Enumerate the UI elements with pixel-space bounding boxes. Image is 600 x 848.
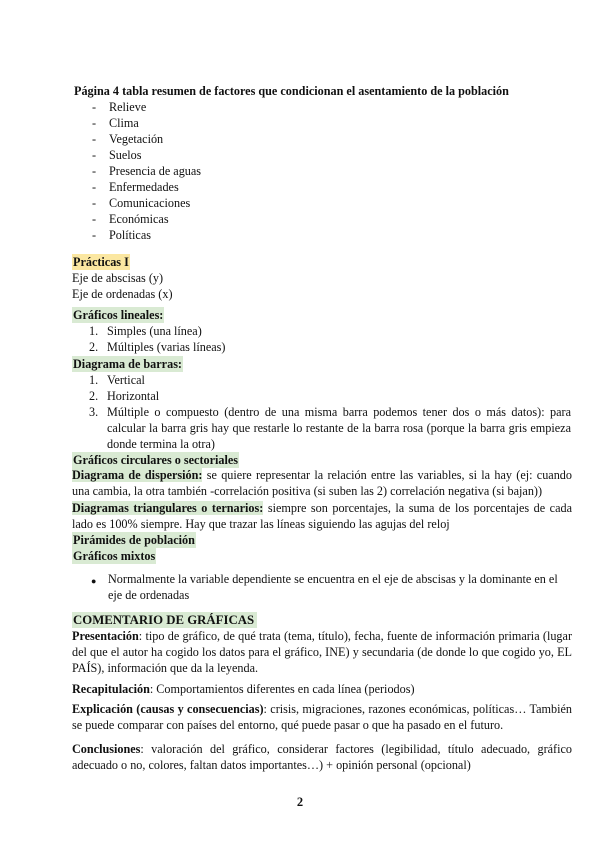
paragraph-recapitulacion: Recapitulación: Comportamientos diferentes en cada línea (periodos)	[72, 682, 415, 696]
paragraph-triangulares: Diagramas triangulares o ternarios: siempre son porcentajes, la suma de los porcentajes de cada lado es 100% siempre. Hay que trazar las líneas siguiendo las agujas del reloj	[72, 501, 572, 531]
section-title-piramides: Pirámides de población	[73, 533, 195, 547]
paragraph-explicacion: Explicación (causas y consecuencias): crisis, migraciones, razones económicas, políticas… También se puede comparar con países del entorno, qué puede pasar o que ha pasado en el futuro.	[72, 702, 572, 732]
section-title-barras: Diagrama de barras:	[73, 357, 182, 371]
paragraph-dispersion: Diagrama de dispersión: se quiere representar la relación entre las variables, si la hay (ej: cuando una cambia, la otra también -correlación positiva (si suben las 2) correlación negativa (si bajan))	[72, 468, 572, 498]
page-heading: Página 4 tabla resumen de factores que condicionan el asentamiento de la población	[74, 84, 509, 98]
section-title-lineales: Gráficos lineales:	[73, 308, 164, 322]
section-title-circulares: Gráficos circulares o sectoriales	[73, 453, 239, 467]
document-page: Página 4 tabla resumen de factores que condicionan el asentamiento de la población - Relieve - Clima - Vegetación - Suelos - Presencia de aguas - Enfermedades - Comunicaciones - Económicas - Políticas Prácticas I Eje de abscisas (y) Eje de ordenadas (x) Gráficos lineales: 1. Simples (una línea) 2. Múltiples (varias líneas) Diagrama de barras: 1. Vertical 2. Horizontal 3. Múltiple o compuesto (dentro de una misma barra podemos tener dos o más datos): para calcular la barra gris hay que restarle lo restante de la barra rosa (porque la barra gris empieza donde termina la otra) Gráficos circulares o sectoriales Diagrama de dispersión: se quiere representar la relación entre las variables, si la hay (ej: cuando una cambia, la otra también -correlación positiva (si suben las 2) correlación negativa (si bajan)) Diagramas triangulares o ternarios: siempre son porcentajes, la suma de los porcentajes de cada lado es 100% siempre. Hay que trazar las líneas siguiendo las agujas del reloj Pirámides de población Gráficos mixtos ● Normalmente la variable dependiente se encuentra en el eje de abscisas y la dominante en el eje de ordenadas COMENTARIO DE GRÁFICAS Presentación: tipo de gráfico, de qué trata (tema, título), fecha, fuente de información primaria (lugar del que el autor ha cogido los datos para el gráfico, INE) y secundaria (de donde lo que cogido yo, EL PAÍS), información que da la leyenda. Recapitulación: Comportamientos diferentes en cada línea (periodos) Explicación (causas y consecuencias): crisis, migraciones, razones económicas, políticas… También se puede comparar con países del entorno, qué puede pasar o que ha pasado en el futuro. Conclusiones: valoración del gráfico, considerar factores (legibilidad, título adecuado, gráfico adecuado o no, colores, faltan datos importantes…) + opinión personal (opcional) 2	[0, 0, 600, 848]
page-number: 2	[296, 795, 304, 809]
paragraph-conclusiones: Conclusiones: valoración del gráfico, considerar factores (legibilidad, título adecuado, gráfico adecuado o no, colores, faltan datos importantes…) + opinión personal (opcional)	[72, 742, 572, 772]
bullet-icon: ●	[91, 576, 97, 586]
section-title-comentario: COMENTARIO DE GRÁFICAS	[72, 612, 257, 628]
list-item: Normalmente la variable dependiente se encuentra en el eje de abscisas y la dominante en el eje de ordenadas	[108, 572, 558, 602]
axis-note: Eje de abscisas (y)	[72, 271, 164, 285]
section-title-mixtos: Gráficos mixtos	[73, 549, 156, 563]
section-title-practicas: Prácticas I	[73, 255, 129, 269]
paragraph-presentacion: Presentación: tipo de gráfico, de qué trata (tema, título), fecha, fuente de información primaria (lugar del que el autor ha cogido los datos para el gráfico, INE) y secundaria (de donde lo que cogido yo, EL PAÍS), información que da la leyenda.	[72, 629, 572, 675]
axis-note: Eje de ordenadas (x)	[72, 287, 173, 301]
